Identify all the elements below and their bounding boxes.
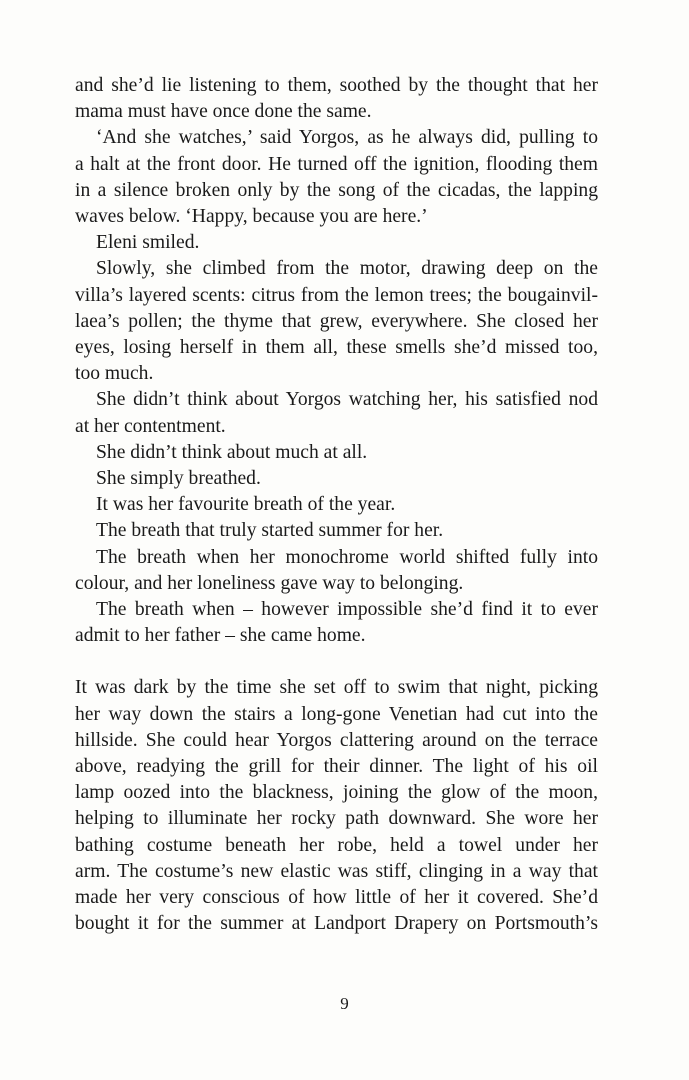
text-line: hillside. She could hear Yorgos clattering around on the terrace: [75, 729, 598, 751]
text-line: It was her favourite breath of the year.: [96, 494, 396, 516]
text-line: She didn’t think about much at all.: [96, 441, 368, 463]
text-line: and she’d lie listening to them, soothed by the thought that her: [75, 75, 598, 96]
text-line: a halt at the front door. He turned off the ignition, flooding them: [75, 153, 598, 175]
text-line: her way down the stairs a long-gone Venetian had cut into the: [75, 703, 598, 725]
text-line: ‘And she watches,’ said Yorgos, as he always did, pulling to: [96, 127, 598, 149]
text-line: Eleni smiled.: [96, 232, 200, 254]
text-line: Slowly, she climbed from the motor, drawing deep on the: [96, 258, 598, 280]
text-line: admit to her father – she came home.: [75, 625, 366, 647]
text-line: helping to illuminate her rocky path downward. She wore her: [75, 808, 598, 830]
text-line: She didn’t think about Yorgos watching her, his satisfied nod: [96, 389, 598, 411]
text-line: at her contentment.: [75, 415, 226, 437]
text-line: bought it for the summer at Landport Drapery on Portsmouth’s: [75, 913, 598, 935]
text-line: mama must have once done the same.: [75, 101, 372, 123]
text-line: lamp oozed into the blackness, joining the glow of the moon,: [75, 782, 598, 804]
text-line: villa’s layered scents: citrus from the lemon trees; the bougainvil-: [75, 284, 598, 306]
section-break: [75, 649, 598, 675]
text-line: laea’s pollen; the thyme that grew, everywhere. She closed her: [75, 310, 598, 332]
body-text: [75, 73, 598, 938]
text-line: made her very conscious of how little of her it covered. She’d: [75, 887, 598, 909]
text-line: The breath when – however impossible she’d find it to ever: [96, 599, 598, 621]
text-line: eyes, losing herself in them all, these smells she’d missed too,: [75, 337, 598, 359]
text-line: She simply breathed.: [96, 468, 261, 490]
text-line: The breath when her monochrome world shifted fully into: [96, 546, 598, 568]
text-line: in a silence broken only by the song of the cicadas, the lapping: [75, 179, 598, 201]
page-number: 9: [340, 994, 349, 1013]
text-line: The breath that truly started summer for her.: [96, 520, 444, 542]
text-line: arm. The costume’s new elastic was stiff, clinging in a way that: [75, 860, 598, 882]
text-line: too much.: [75, 363, 154, 385]
text-line: colour, and her loneliness gave way to belonging.: [75, 572, 464, 594]
text-line: It was dark by the time she set off to swim that night, picking: [75, 677, 598, 699]
text-line: above, readying the grill for their dinner. The light of his oil: [75, 756, 598, 778]
text-line: bathing costume beneath her robe, held a towel under her: [75, 834, 598, 856]
text-line: waves below. ‘Happy, because you are here.’: [75, 206, 428, 228]
